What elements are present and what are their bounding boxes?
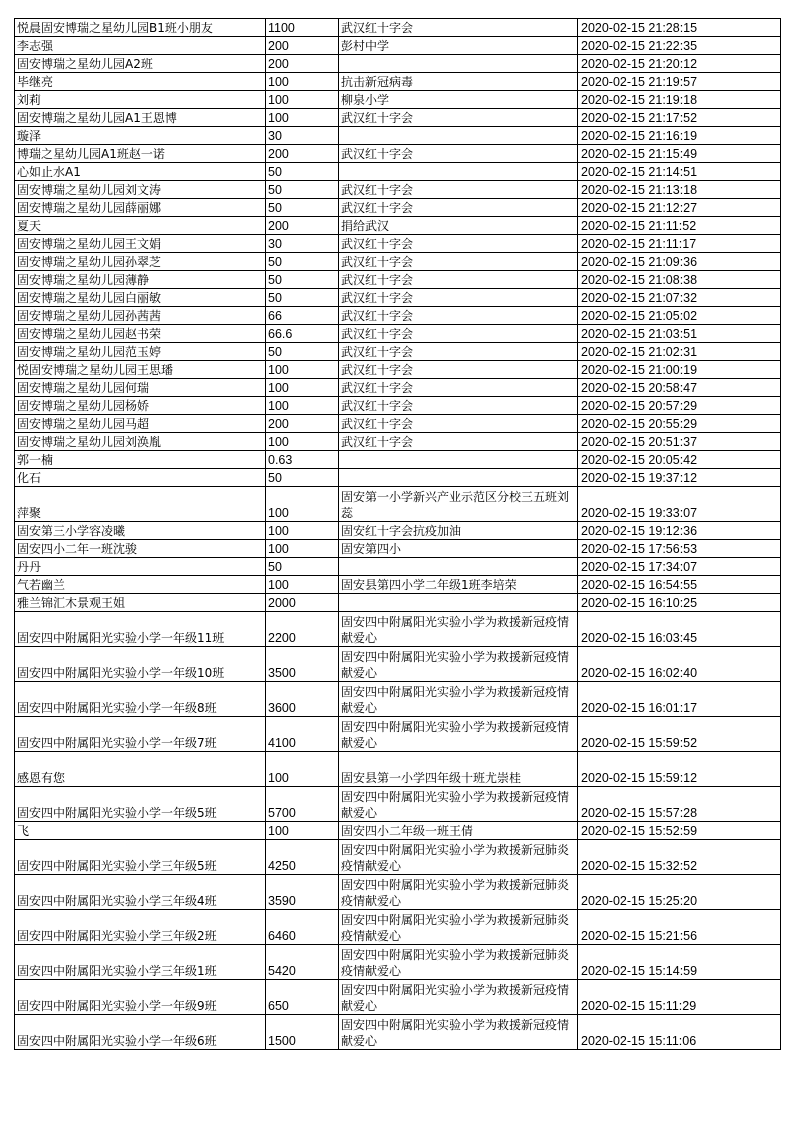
table-row [15,558,781,576]
purpose-cell: 固安四中附属阳光实验小学为救援新冠肺炎疫情献爱心 [339,910,578,945]
purpose-cell [339,558,578,576]
timestamp-cell: 2020-02-15 21:20:12 [578,55,781,73]
amount-cell: 1100 [266,19,339,37]
purpose-cell: 固安四中附属阳光实验小学为救援新冠疫情献爱心 [339,682,578,717]
table-row [15,840,781,875]
donor-name-cell: 感恩有您 [15,752,266,787]
purpose-cell: 武汉红十字会 [339,397,578,415]
table-row [15,361,781,379]
purpose-cell: 固安红十字会抗疫加油 [339,522,578,540]
table-row [15,451,781,469]
timestamp-cell: 2020-02-15 20:57:29 [578,397,781,415]
purpose-cell: 固安四中附属阳光实验小学为救援新冠肺炎疫情献爱心 [339,945,578,980]
purpose-cell: 固安县第四小学二年级1班李培荣 [339,576,578,594]
table-row [15,522,781,540]
table-row [15,469,781,487]
donor-name-cell: 夏天 [15,217,266,235]
table-row [15,55,781,73]
amount-cell: 200 [266,415,339,433]
timestamp-cell: 2020-02-15 21:03:51 [578,325,781,343]
timestamp-cell: 2020-02-15 21:08:38 [578,271,781,289]
table-row [15,271,781,289]
donor-name-cell: 悦晨固安博瑞之星幼儿园B1班小朋友 [15,19,266,37]
amount-cell: 50 [266,343,339,361]
table-row [15,945,781,980]
purpose-cell: 武汉红十字会 [339,343,578,361]
table-row [15,289,781,307]
donor-name-cell: 飞 [15,822,266,840]
purpose-cell: 固安四中附属阳光实验小学为救援新冠肺炎疫情献爱心 [339,840,578,875]
purpose-cell: 武汉红十字会 [339,325,578,343]
table-row [15,109,781,127]
donor-name-cell: 固安博瑞之星幼儿园杨娇 [15,397,266,415]
donor-name-cell: 化石 [15,469,266,487]
table-row [15,433,781,451]
amount-cell: 100 [266,522,339,540]
table-row [15,181,781,199]
amount-cell: 50 [266,163,339,181]
purpose-cell: 固安第一小学新兴产业示范区分校三五班刘蕊 [339,487,578,522]
table-row [15,717,781,752]
amount-cell: 50 [266,253,339,271]
amount-cell: 30 [266,235,339,253]
donor-name-cell: 固安博瑞之星幼儿园范玉婷 [15,343,266,361]
purpose-cell: 固安第四小 [339,540,578,558]
donor-name-cell: 刘莉 [15,91,266,109]
amount-cell: 2000 [266,594,339,612]
timestamp-cell: 2020-02-15 21:12:27 [578,199,781,217]
donor-name-cell: 璇泽 [15,127,266,145]
purpose-cell: 武汉红十字会 [339,199,578,217]
table-row [15,415,781,433]
amount-cell: 2200 [266,612,339,647]
donor-name-cell: 固安博瑞之星幼儿园刘文涛 [15,181,266,199]
timestamp-cell: 2020-02-15 21:11:17 [578,235,781,253]
timestamp-cell: 2020-02-15 15:57:28 [578,787,781,822]
donor-name-cell: 固安博瑞之星幼儿园薄静 [15,271,266,289]
amount-cell: 30 [266,127,339,145]
amount-cell: 100 [266,487,339,522]
purpose-cell: 固安四中附属阳光实验小学为救援新冠疫情献爱心 [339,612,578,647]
timestamp-cell: 2020-02-15 21:11:52 [578,217,781,235]
timestamp-cell: 2020-02-15 15:11:29 [578,980,781,1015]
donor-name-cell: 悦固安博瑞之星幼儿园王思璠 [15,361,266,379]
timestamp-cell: 2020-02-15 16:03:45 [578,612,781,647]
amount-cell: 100 [266,822,339,840]
donor-name-cell: 固安博瑞之星幼儿园刘涣胤 [15,433,266,451]
purpose-cell [339,451,578,469]
purpose-cell: 武汉红十字会 [339,307,578,325]
amount-cell: 50 [266,271,339,289]
donation-table [14,18,781,1050]
amount-cell: 6460 [266,910,339,945]
donor-name-cell: 固安四中附属阳光实验小学一年级11班 [15,612,266,647]
amount-cell: 50 [266,289,339,307]
table-row [15,37,781,55]
amount-cell: 66 [266,307,339,325]
timestamp-cell: 2020-02-15 20:58:47 [578,379,781,397]
timestamp-cell: 2020-02-15 21:05:02 [578,307,781,325]
purpose-cell: 武汉红十字会 [339,433,578,451]
donor-name-cell: 李志强 [15,37,266,55]
purpose-cell: 柳泉小学 [339,91,578,109]
donor-name-cell: 萍聚 [15,487,266,522]
purpose-cell: 捐给武汉 [339,217,578,235]
donor-name-cell: 固安博瑞之星幼儿园孙翠芝 [15,253,266,271]
table-row [15,253,781,271]
amount-cell: 4250 [266,840,339,875]
timestamp-cell: 2020-02-15 21:17:52 [578,109,781,127]
timestamp-cell: 2020-02-15 21:13:18 [578,181,781,199]
amount-cell: 50 [266,469,339,487]
purpose-cell [339,163,578,181]
amount-cell: 100 [266,576,339,594]
purpose-cell: 抗击新冠病毒 [339,73,578,91]
amount-cell: 200 [266,55,339,73]
purpose-cell: 武汉红十字会 [339,235,578,253]
donor-name-cell: 固安四中附属阳光实验小学三年级2班 [15,910,266,945]
purpose-cell [339,594,578,612]
donor-name-cell: 固安四中附属阳光实验小学一年级7班 [15,717,266,752]
purpose-cell: 武汉红十字会 [339,19,578,37]
table-row [15,307,781,325]
amount-cell: 100 [266,91,339,109]
purpose-cell: 武汉红十字会 [339,145,578,163]
table-row [15,127,781,145]
donor-name-cell: 固安博瑞之星幼儿园A1王恩博 [15,109,266,127]
amount-cell: 650 [266,980,339,1015]
table-row [15,19,781,37]
timestamp-cell: 2020-02-15 21:22:35 [578,37,781,55]
amount-cell: 66.6 [266,325,339,343]
timestamp-cell: 2020-02-15 21:00:19 [578,361,781,379]
table-row [15,325,781,343]
purpose-cell: 固安四中附属阳光实验小学为救援新冠疫情献爱心 [339,1015,578,1050]
timestamp-cell: 2020-02-15 15:59:12 [578,752,781,787]
amount-cell: 1500 [266,1015,339,1050]
timestamp-cell: 2020-02-15 15:52:59 [578,822,781,840]
amount-cell: 200 [266,145,339,163]
donor-name-cell: 固安四中附属阳光实验小学一年级6班 [15,1015,266,1050]
table-row [15,379,781,397]
donor-name-cell: 固安四中附属阳光实验小学一年级5班 [15,787,266,822]
table-row [15,752,781,787]
table-row [15,875,781,910]
timestamp-cell: 2020-02-15 17:34:07 [578,558,781,576]
donor-name-cell: 固安四中附属阳光实验小学一年级9班 [15,980,266,1015]
purpose-cell: 固安四中附属阳光实验小学为救援新冠疫情献爱心 [339,787,578,822]
amount-cell: 5700 [266,787,339,822]
timestamp-cell: 2020-02-15 21:19:18 [578,91,781,109]
donor-name-cell: 固安四中附属阳光实验小学三年级5班 [15,840,266,875]
table-row [15,217,781,235]
table-row [15,235,781,253]
donor-name-cell: 固安四中附属阳光实验小学一年级8班 [15,682,266,717]
table-row [15,163,781,181]
purpose-cell [339,469,578,487]
timestamp-cell: 2020-02-15 15:14:59 [578,945,781,980]
amount-cell: 100 [266,752,339,787]
timestamp-cell: 2020-02-15 16:54:55 [578,576,781,594]
table-row [15,145,781,163]
purpose-cell: 武汉红十字会 [339,109,578,127]
table-row [15,540,781,558]
amount-cell: 200 [266,217,339,235]
timestamp-cell: 2020-02-15 21:19:57 [578,73,781,91]
amount-cell: 3500 [266,647,339,682]
donor-name-cell: 博瑞之星幼儿园A1班赵一诺 [15,145,266,163]
purpose-cell: 武汉红十字会 [339,379,578,397]
timestamp-cell: 2020-02-15 19:37:12 [578,469,781,487]
purpose-cell: 武汉红十字会 [339,289,578,307]
donor-name-cell: 雅兰锦汇木景观王姐 [15,594,266,612]
donation-table-body [15,19,781,1050]
timestamp-cell: 2020-02-15 16:02:40 [578,647,781,682]
amount-cell: 100 [266,540,339,558]
table-row [15,647,781,682]
timestamp-cell: 2020-02-15 15:25:20 [578,875,781,910]
donor-name-cell: 固安博瑞之星幼儿园孙茜茜 [15,307,266,325]
timestamp-cell: 2020-02-15 21:16:19 [578,127,781,145]
table-row [15,343,781,361]
table-row [15,822,781,840]
donor-name-cell: 固安博瑞之星幼儿园薛丽娜 [15,199,266,217]
purpose-cell: 武汉红十字会 [339,253,578,271]
table-row [15,73,781,91]
timestamp-cell: 2020-02-15 15:11:06 [578,1015,781,1050]
donor-name-cell: 固安博瑞之星幼儿园马超 [15,415,266,433]
amount-cell: 50 [266,181,339,199]
timestamp-cell: 2020-02-15 17:56:53 [578,540,781,558]
timestamp-cell: 2020-02-15 16:01:17 [578,682,781,717]
purpose-cell: 固安四中附属阳光实验小学为救援新冠肺炎疫情献爱心 [339,875,578,910]
amount-cell: 100 [266,379,339,397]
table-row [15,199,781,217]
donor-name-cell: 固安博瑞之星幼儿园赵书荣 [15,325,266,343]
timestamp-cell: 2020-02-15 19:33:07 [578,487,781,522]
amount-cell: 200 [266,37,339,55]
timestamp-cell: 2020-02-15 21:28:15 [578,19,781,37]
table-row [15,91,781,109]
timestamp-cell: 2020-02-15 15:32:52 [578,840,781,875]
purpose-cell: 固安县第一小学四年级十班尤崇桂 [339,752,578,787]
donor-name-cell: 固安四中附属阳光实验小学一年级10班 [15,647,266,682]
donor-name-cell: 固安博瑞之星幼儿园何瑞 [15,379,266,397]
donor-name-cell: 气若幽兰 [15,576,266,594]
purpose-cell [339,55,578,73]
donor-name-cell: 固安四中附属阳光实验小学三年级4班 [15,875,266,910]
donor-name-cell: 毕继亮 [15,73,266,91]
timestamp-cell: 2020-02-15 20:55:29 [578,415,781,433]
purpose-cell: 武汉红十字会 [339,181,578,199]
purpose-cell: 武汉红十字会 [339,271,578,289]
table-row [15,787,781,822]
amount-cell: 5420 [266,945,339,980]
timestamp-cell: 2020-02-15 21:14:51 [578,163,781,181]
donor-name-cell: 固安博瑞之星幼儿园白丽敏 [15,289,266,307]
table-row [15,397,781,415]
donor-name-cell: 固安四小二年一班沈骏 [15,540,266,558]
purpose-cell: 固安四中附属阳光实验小学为救援新冠疫情献爱心 [339,980,578,1015]
table-row [15,980,781,1015]
donor-name-cell: 丹丹 [15,558,266,576]
table-row [15,487,781,522]
donor-name-cell: 心如止水A1 [15,163,266,181]
timestamp-cell: 2020-02-15 19:12:36 [578,522,781,540]
purpose-cell: 固安四小二年级一班王倩 [339,822,578,840]
amount-cell: 0.63 [266,451,339,469]
timestamp-cell: 2020-02-15 21:07:32 [578,289,781,307]
donor-name-cell: 固安第三小学容凌曦 [15,522,266,540]
timestamp-cell: 2020-02-15 20:05:42 [578,451,781,469]
purpose-cell: 彭村中学 [339,37,578,55]
purpose-cell: 武汉红十字会 [339,415,578,433]
donor-name-cell: 固安博瑞之星幼儿园王文娟 [15,235,266,253]
table-row [15,682,781,717]
amount-cell: 3600 [266,682,339,717]
amount-cell: 50 [266,199,339,217]
donor-name-cell: 固安四中附属阳光实验小学三年级1班 [15,945,266,980]
timestamp-cell: 2020-02-15 20:51:37 [578,433,781,451]
timestamp-cell: 2020-02-15 21:15:49 [578,145,781,163]
purpose-cell: 固安四中附属阳光实验小学为救援新冠疫情献爱心 [339,717,578,752]
amount-cell: 50 [266,558,339,576]
purpose-cell: 武汉红十字会 [339,361,578,379]
amount-cell: 4100 [266,717,339,752]
amount-cell: 3590 [266,875,339,910]
donor-name-cell: 固安博瑞之星幼儿园A2班 [15,55,266,73]
amount-cell: 100 [266,73,339,91]
amount-cell: 100 [266,361,339,379]
table-row [15,612,781,647]
timestamp-cell: 2020-02-15 15:59:52 [578,717,781,752]
amount-cell: 100 [266,397,339,415]
timestamp-cell: 2020-02-15 21:09:36 [578,253,781,271]
timestamp-cell: 2020-02-15 16:10:25 [578,594,781,612]
purpose-cell: 固安四中附属阳光实验小学为救援新冠疫情献爱心 [339,647,578,682]
table-row [15,910,781,945]
amount-cell: 100 [266,109,339,127]
timestamp-cell: 2020-02-15 21:02:31 [578,343,781,361]
donor-name-cell: 郭一楠 [15,451,266,469]
purpose-cell [339,127,578,145]
table-row [15,594,781,612]
amount-cell: 100 [266,433,339,451]
table-row [15,576,781,594]
table-row [15,1015,781,1050]
timestamp-cell: 2020-02-15 15:21:56 [578,910,781,945]
